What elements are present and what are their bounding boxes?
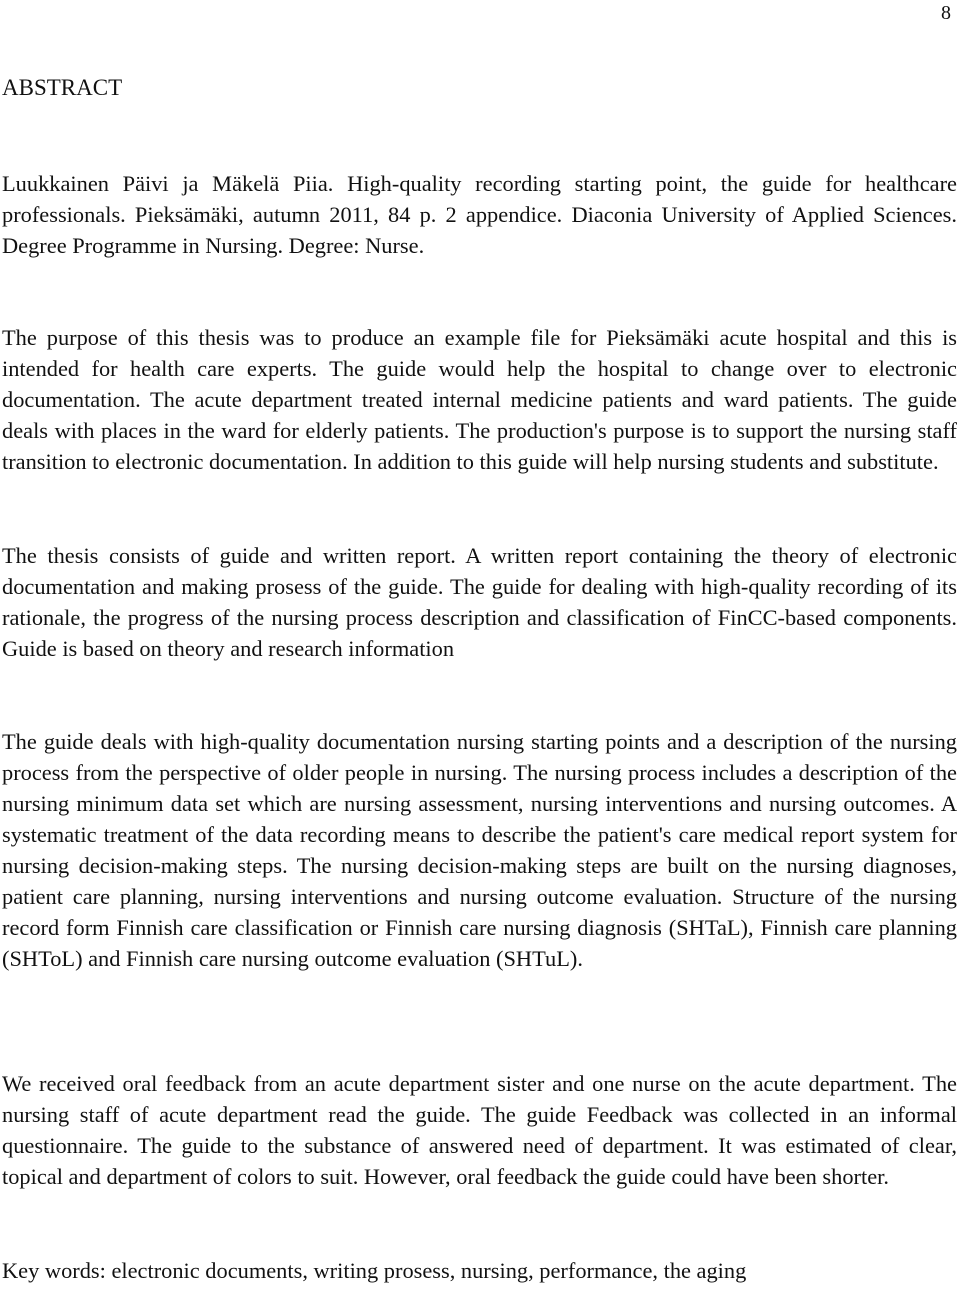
feedback-paragraph: We received oral feedback from an acute department sister and one nurse on the acute department. The nursing staff of acute department read the guide. The guide Feedback was collected in an informal questionnaire. The guide to the substance of answered need of department. It was estimated of clear, topical and department of colors to suit. However, oral feedback the guide could have been shorter. [2, 1071, 957, 1189]
thesis-structure-paragraph: The thesis consists of guide and written report. A written report containing the theory of electronic documentation and making prosess of the guide. The guide for dealing with high-quality recording of its rationale, the progress of the nursing process description and classification of FinCC-based components. Guide is based on theory and research information [2, 543, 957, 661]
keywords-line: Key words: electronic documents, writing prosess, nursing, performance, the aging [2, 1258, 747, 1283]
citation-paragraph: Luukkainen Päivi ja Mäkelä Piia. High-quality recording starting point, the guide for healthcare professionals. Pieksämäki, autumn 2011, 84 p. 2 appendice. Diaconia University of Applied Sciences. Degree Programme in Nursing. Degree: Nurse. [2, 171, 957, 258]
guide-content-paragraph: The guide deals with high-quality documentation nursing starting points and a description of the nursing process from the perspective of older people in nursing. The nursing process includes a description of the nursing minimum data set which are nursing assessment, nursing interventions and nursing outcomes. A systematic treatment of the data recording means to describe the patient's care medical report system for nursing decision-making steps. The nursing decision-making steps are built on the nursing diagnoses, patient care planning, nursing interventions and nursing outcome evaluation. Structure of the nursing record form Finnish care classification or Finnish care nursing diagnosis (SHTaL), Finnish care planning (SHToL) and Finnish care nursing outcome evaluation (SHTuL). [2, 729, 957, 971]
purpose-paragraph: The purpose of this thesis was to produce an example file for Pieksämäki acute hospital and this is intended for health care experts. The guide would help the hospital to change over to electronic documentation. The acute department treated internal medicine patients and ward patients. The guide deals with places in the ward for elderly patients. The production's purpose is to support the nursing staff transition to electronic documentation. In addition to this guide will help nursing students and substitute. [2, 325, 957, 474]
page-number: 8 [941, 2, 951, 24]
abstract-heading: ABSTRACT [2, 75, 123, 100]
